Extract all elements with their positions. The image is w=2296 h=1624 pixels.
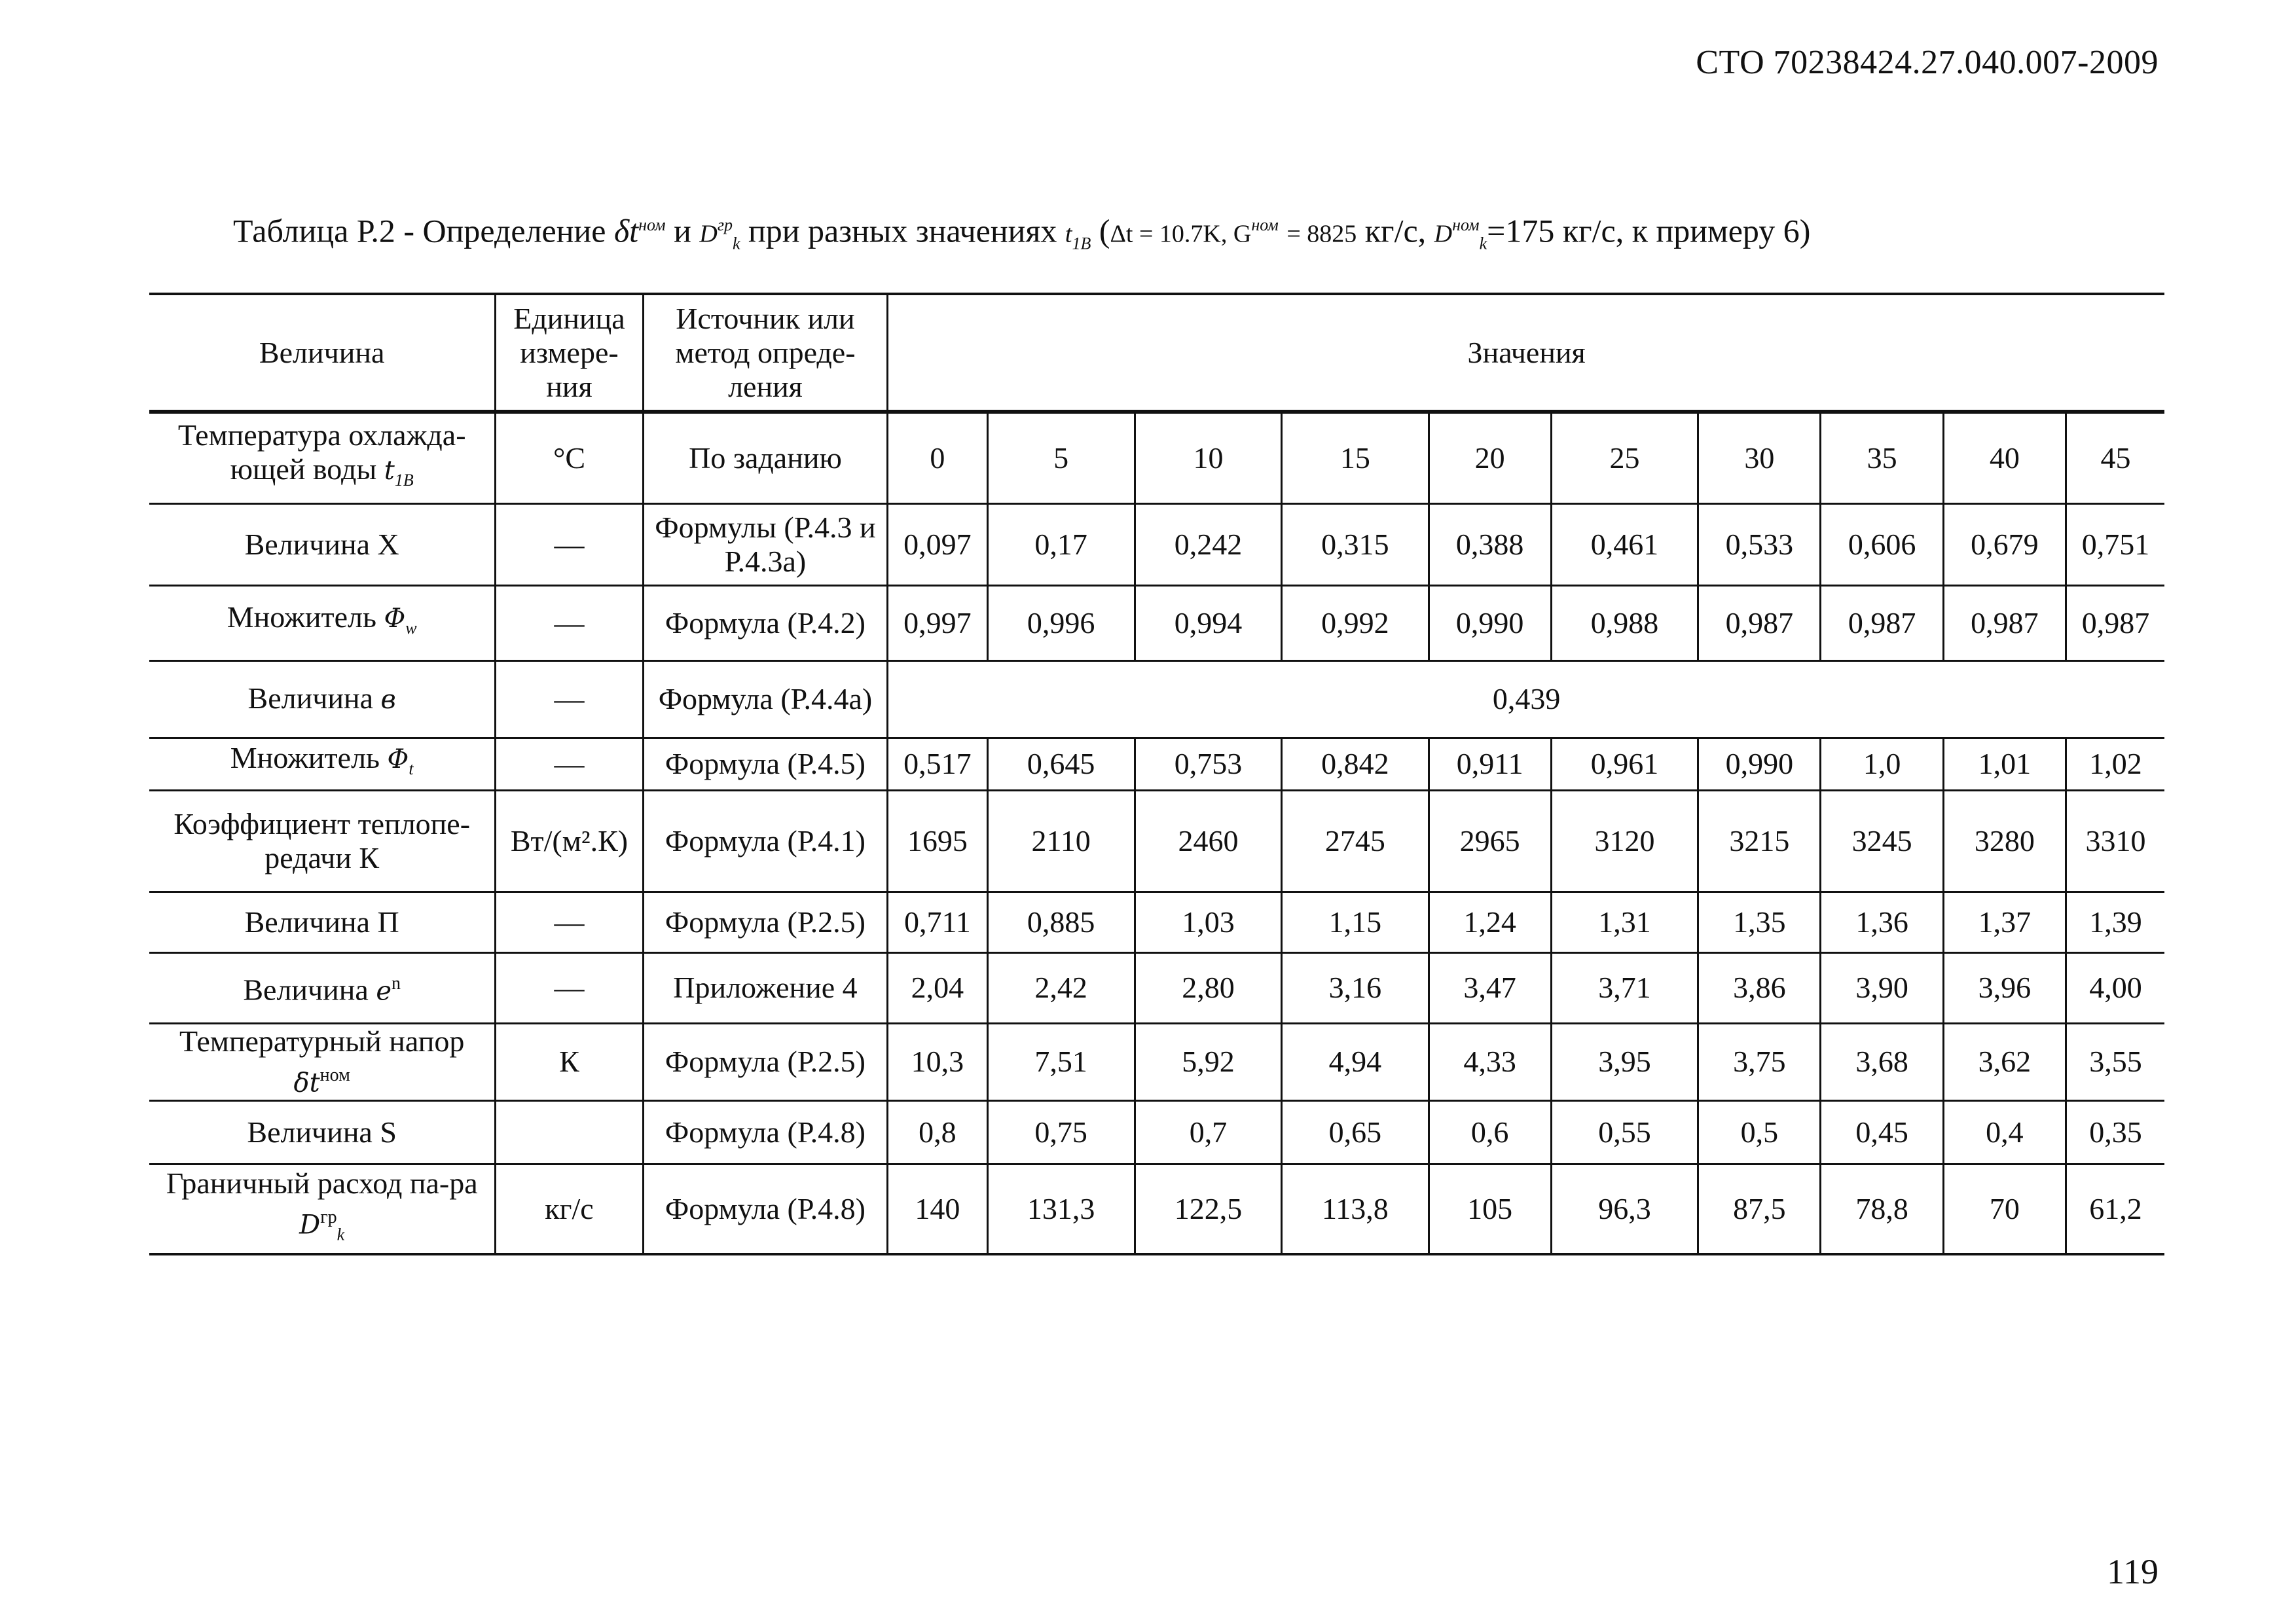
table-row — [149, 412, 2164, 503]
table-row — [149, 660, 2164, 738]
row-value-cell: 0,679 — [1943, 503, 2066, 585]
row-value-cell: 1,03 — [1135, 892, 1281, 952]
row-quantity-cell — [149, 738, 496, 790]
caption-unit: кг/с, — [1364, 212, 1427, 249]
document-code: СТО 70238424.27.040.007-2009 — [1696, 44, 2159, 81]
row-value-cell: 3,68 — [1821, 1023, 1943, 1100]
row-value-cell: 0,517 — [888, 738, 987, 790]
row-value-cell: 40 — [1943, 412, 2066, 503]
row-value-cell: 0,315 — [1282, 503, 1429, 585]
row-value-cell: 0,996 — [987, 585, 1135, 660]
row-value-cell: 1,24 — [1429, 892, 1551, 952]
row-source-cell: Формула (Р.4.1) — [643, 790, 888, 892]
row-value-cell: 3,86 — [1698, 952, 1821, 1023]
row-value-cell: 0,990 — [1698, 738, 1821, 790]
row-value-cell: 3,47 — [1429, 952, 1551, 1023]
row-source-cell: Формулы (Р.4.3 и Р.4.3а) — [643, 503, 888, 585]
row-source-cell: Приложение 4 — [643, 952, 888, 1023]
caption-sub-1b: 1B — [1072, 234, 1091, 253]
row-quantity-name: Величина — [247, 681, 373, 715]
row-value-cell: 0,711 — [888, 892, 987, 952]
row-quantity-cell — [149, 1164, 496, 1254]
row-value-cell: 96,3 — [1551, 1164, 1698, 1254]
row-value-cell: 1,39 — [2066, 892, 2164, 952]
row-quantity-symbol: δt — [293, 1067, 320, 1098]
row-value-cell: 4,33 — [1429, 1023, 1551, 1100]
row-value-cell: 0 — [888, 412, 987, 503]
row-quantity-name: Величина — [243, 973, 369, 1007]
row-unit-cell: — — [496, 892, 643, 952]
row-value-cell: 0,842 — [1282, 738, 1429, 790]
row-value-cell: 0,997 — [888, 585, 987, 660]
caption-sub-k: k — [732, 234, 740, 253]
row-value-cell: 3245 — [1821, 790, 1943, 892]
row-value-cell: 2,04 — [888, 952, 987, 1023]
row-source-cell: Формула (Р.2.5) — [643, 892, 888, 952]
row-quantity-name: Величина X — [244, 527, 399, 561]
caption-sym-t: t — [1065, 220, 1072, 248]
row-quantity-superscript: гр — [320, 1206, 337, 1227]
row-value-cell: 4,00 — [2066, 952, 2164, 1023]
row-value-cell: 0,990 — [1429, 585, 1551, 660]
row-value-cell: 0,461 — [1551, 503, 1698, 585]
row-value-cell: 113,8 — [1282, 1164, 1429, 1254]
row-source-cell: Формула (Р.4.4а) — [643, 660, 888, 738]
caption-sup-nom2: ном — [1452, 215, 1480, 234]
row-value-cell: 3,90 — [1821, 952, 1943, 1023]
header-quantity: Величина — [149, 294, 496, 412]
row-value-cell: 61,2 — [2066, 1164, 2164, 1254]
table-row — [149, 790, 2164, 892]
caption-sym-d: D — [699, 220, 718, 248]
row-value-cell: 5 — [987, 412, 1135, 503]
row-quantity-cell — [149, 412, 496, 503]
row-value-cell: 0,45 — [1821, 1100, 1943, 1164]
row-quantity-symbol: e — [376, 976, 392, 1007]
row-source-cell: Формула (Р.4.2) — [643, 585, 888, 660]
row-value-cell: 25 — [1551, 412, 1698, 503]
row-value-cell: 35 — [1821, 412, 1943, 503]
row-value-cell: 45 — [2066, 412, 2164, 503]
row-value-cell: 0,533 — [1698, 503, 1821, 585]
row-value-cell: 3,55 — [2066, 1023, 2164, 1100]
row-quantity-name: Величина S — [247, 1115, 397, 1149]
row-value-cell: 2965 — [1429, 790, 1551, 892]
row-quantity-name: Коэффициент теплопе-редачи К — [173, 806, 471, 875]
row-quantity-symbol: t — [384, 456, 395, 486]
row-quantity-subscript: k — [337, 1225, 345, 1244]
row-value-cell: 3215 — [1698, 790, 1821, 892]
row-value-cell: 1695 — [888, 790, 987, 892]
row-value-cell: 0,987 — [1698, 585, 1821, 660]
data-table — [149, 293, 2164, 1255]
row-value-cell: 0,987 — [1821, 585, 1943, 660]
row-value-cell: 1,37 — [1943, 892, 2066, 952]
page-number: 119 — [2107, 1552, 2159, 1591]
row-value-cell: 0,388 — [1429, 503, 1551, 585]
row-value-cell: 87,5 — [1698, 1164, 1821, 1254]
row-quantity-subscript: w — [405, 619, 417, 638]
row-value-cell: 2110 — [987, 790, 1135, 892]
row-quantity-cell — [149, 585, 496, 660]
row-source-cell: Формула (Р.2.5) — [643, 1023, 888, 1100]
caption-sub-k2: k — [1479, 234, 1487, 253]
row-value-cell: 1,02 — [2066, 738, 2164, 790]
table-row — [149, 585, 2164, 660]
row-quantity-cell — [149, 892, 496, 952]
row-value-cell: 3310 — [2066, 790, 2164, 892]
row-source-cell: По заданию — [643, 412, 888, 503]
row-value-cell: 1,35 — [1698, 892, 1821, 952]
row-value-cell: 122,5 — [1135, 1164, 1281, 1254]
row-value-cell: 2460 — [1135, 790, 1281, 892]
row-quantity-name: Температурный напор — [179, 1024, 465, 1058]
row-value-cell: 0,961 — [1551, 738, 1698, 790]
row-value-cell: 2,80 — [1135, 952, 1281, 1023]
row-quantity-cell — [149, 1023, 496, 1100]
row-unit-cell: °C — [496, 412, 643, 503]
row-value-cell: 1,31 — [1551, 892, 1698, 952]
row-value-cell: 5,92 — [1135, 1023, 1281, 1100]
row-value-cell: 1,0 — [1821, 738, 1943, 790]
row-merged-value-cell: 0,439 — [888, 660, 2164, 738]
row-quantity-subscript: t — [409, 759, 414, 779]
row-quantity-superscript: ном — [319, 1064, 350, 1085]
header-source: Источник или метод опреде-ления — [643, 294, 888, 412]
row-value-cell: 0,988 — [1551, 585, 1698, 660]
table-row — [149, 952, 2164, 1023]
row-value-cell: 30 — [1698, 412, 1821, 503]
row-value-cell: 1,01 — [1943, 738, 2066, 790]
row-value-cell: 0,751 — [2066, 503, 2164, 585]
row-value-cell: 20 — [1429, 412, 1551, 503]
row-quantity-name: Множитель — [230, 741, 380, 775]
table-header-row — [149, 294, 2164, 412]
row-value-cell: 0,645 — [987, 738, 1135, 790]
row-value-cell: 0,987 — [2066, 585, 2164, 660]
row-quantity-superscript: n — [391, 973, 401, 994]
caption-middle: при разных значениях — [748, 212, 1057, 249]
row-source-cell: Формула (Р.4.8) — [643, 1164, 888, 1254]
caption-open-paren: ( — [1099, 212, 1110, 249]
row-source-cell: Формула (Р.4.5) — [643, 738, 888, 790]
row-value-cell: 0,65 — [1282, 1100, 1429, 1164]
row-value-cell: 3,16 — [1282, 952, 1429, 1023]
row-quantity-name: Граничный расход па-ра — [166, 1166, 478, 1200]
row-unit-cell: — — [496, 503, 643, 585]
row-value-cell: 0,242 — [1135, 503, 1281, 585]
row-value-cell: 2,42 — [987, 952, 1135, 1023]
row-value-cell: 3,75 — [1698, 1023, 1821, 1100]
row-quantity-cell — [149, 790, 496, 892]
row-unit-cell: кг/с — [496, 1164, 643, 1254]
caption-delta-eq: Δt = 10.7K, G — [1110, 220, 1252, 248]
row-value-cell: 15 — [1282, 412, 1429, 503]
row-value-cell: 105 — [1429, 1164, 1551, 1254]
table-row — [149, 892, 2164, 952]
row-quantity-subscript: 1B — [394, 471, 414, 490]
row-value-cell: 3,95 — [1551, 1023, 1698, 1100]
caption-conj: и — [674, 212, 691, 249]
row-value-cell: 1,36 — [1821, 892, 1943, 952]
table-row — [149, 738, 2164, 790]
caption-sup-nom-g: ном — [1251, 215, 1279, 234]
row-value-cell: 0,17 — [987, 503, 1135, 585]
table-row — [149, 503, 2164, 585]
table-caption — [149, 195, 2166, 274]
row-value-cell: 0,5 — [1698, 1100, 1821, 1164]
caption-sym-dt: δt — [613, 212, 639, 249]
row-value-cell: 3,62 — [1943, 1023, 2066, 1100]
row-value-cell: 0,6 — [1429, 1100, 1551, 1164]
row-unit-cell: К — [496, 1023, 643, 1100]
row-value-cell: 140 — [888, 1164, 987, 1254]
row-value-cell: 0,992 — [1282, 585, 1429, 660]
row-source-cell: Формула (Р.4.8) — [643, 1100, 888, 1164]
row-value-cell: 131,3 — [987, 1164, 1135, 1254]
row-value-cell: 0,55 — [1551, 1100, 1698, 1164]
row-value-cell: 0,911 — [1429, 738, 1551, 790]
row-unit-cell — [496, 1100, 643, 1164]
caption-sym-d2: D — [1434, 220, 1453, 248]
row-quantity-name: Множитель — [227, 600, 376, 634]
row-value-cell: 0,885 — [987, 892, 1135, 952]
row-value-cell: 10,3 — [888, 1023, 987, 1100]
row-quantity-cell — [149, 660, 496, 738]
table-body — [149, 412, 2164, 1254]
row-value-cell: 0,35 — [2066, 1100, 2164, 1164]
row-value-cell: 7,51 — [987, 1023, 1135, 1100]
row-unit-cell: — — [496, 585, 643, 660]
row-value-cell: 0,7 — [1135, 1100, 1281, 1164]
row-unit-cell: Вт/(м².К) — [496, 790, 643, 892]
row-quantity-cell — [149, 503, 496, 585]
caption-sup-nom: ном — [638, 215, 666, 234]
row-value-cell: 0,097 — [888, 503, 987, 585]
row-value-cell: 3120 — [1551, 790, 1698, 892]
row-quantity-symbol: Φ — [384, 603, 406, 634]
row-value-cell: 0,75 — [987, 1100, 1135, 1164]
row-value-cell: 0,8 — [888, 1100, 987, 1164]
table-row — [149, 1023, 2164, 1100]
row-value-cell: 3,71 — [1551, 952, 1698, 1023]
row-quantity-name: Температура охлажда-ющей воды — [177, 418, 466, 486]
table-row — [149, 1164, 2164, 1254]
row-quantity-symbol: D — [299, 1210, 321, 1240]
row-quantity-cell — [149, 952, 496, 1023]
caption-tail: =175 кг/с, к примеру 6) — [1487, 212, 1811, 249]
row-value-cell: 0,606 — [1821, 503, 1943, 585]
row-value-cell: 3,96 — [1943, 952, 2066, 1023]
row-quantity-symbol: Φ — [387, 744, 409, 775]
row-value-cell: 0,987 — [1943, 585, 2066, 660]
row-value-cell: 10 — [1135, 412, 1281, 503]
header-values: Значения — [888, 294, 2164, 412]
row-value-cell: 0,753 — [1135, 738, 1281, 790]
row-quantity-name: Величина П — [244, 905, 399, 939]
row-value-cell: 3280 — [1943, 790, 2066, 892]
row-unit-cell: — — [496, 738, 643, 790]
caption-prefix: Таблица Р.2 - Определение — [233, 212, 606, 249]
row-value-cell: 70 — [1943, 1164, 2066, 1254]
row-value-cell: 4,94 — [1282, 1023, 1429, 1100]
row-value-cell: 78,8 — [1821, 1164, 1943, 1254]
caption-g-value: = 8825 — [1286, 220, 1357, 248]
row-value-cell: 0,4 — [1943, 1100, 2066, 1164]
row-unit-cell: — — [496, 660, 643, 738]
row-value-cell: 0,994 — [1135, 585, 1281, 660]
caption-sup-gr: гр — [717, 215, 733, 234]
row-value-cell: 2745 — [1282, 790, 1429, 892]
header-unit: Единица измере-ния — [496, 294, 643, 412]
table-row — [149, 1100, 2164, 1164]
row-value-cell: 1,15 — [1282, 892, 1429, 952]
row-quantity-symbol: в — [380, 685, 396, 715]
row-quantity-cell — [149, 1100, 496, 1164]
row-unit-cell: — — [496, 952, 643, 1023]
